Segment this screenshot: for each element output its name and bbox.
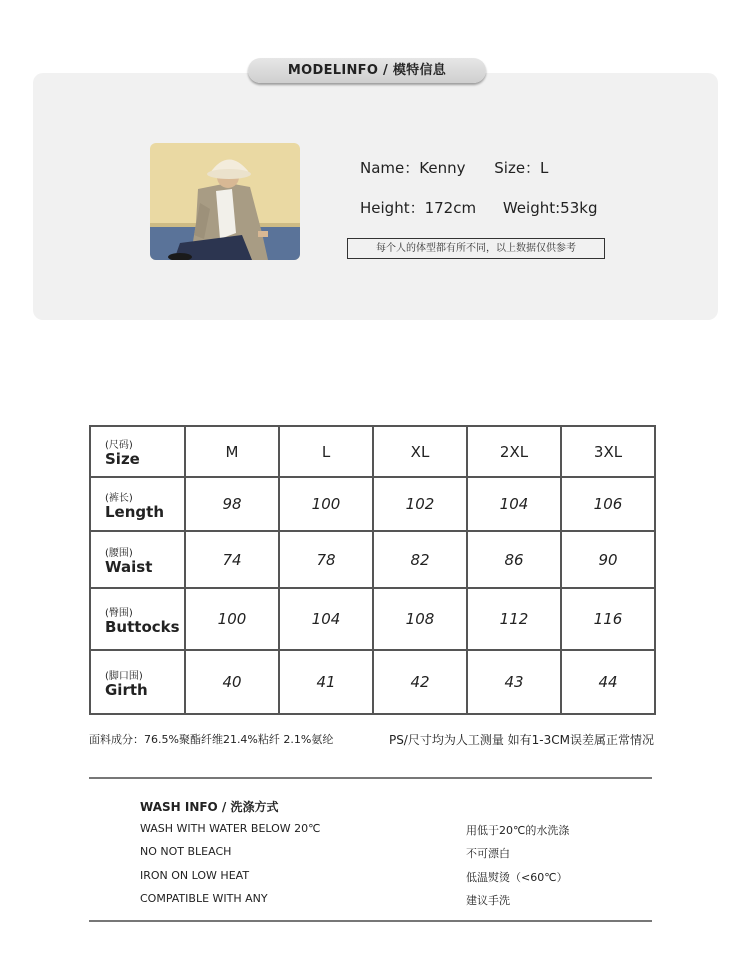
table-cell: 104 xyxy=(467,477,561,531)
wash-item-cn: 不可漂白 xyxy=(466,847,510,860)
table-row xyxy=(90,531,655,588)
table-cell: 98 xyxy=(185,477,279,531)
table-row xyxy=(90,588,655,650)
row-label-cn: (腰围) xyxy=(105,548,133,559)
row-label-cn: (脚口围) xyxy=(105,670,143,682)
wash-info-title: WASH INFO / 洗涤方式 xyxy=(140,800,279,814)
table-cell: 41 xyxy=(279,650,373,714)
wash-item-en: COMPATIBLE WITH ANY xyxy=(140,892,268,905)
row-label-en: Size xyxy=(105,450,140,468)
row-label-cn: (裤长) xyxy=(105,492,133,504)
wash-item-cn: 用低于20℃的水洗涤 xyxy=(466,824,570,837)
table-cell: 86 xyxy=(467,531,561,588)
divider xyxy=(89,777,652,779)
row-label-en: Length xyxy=(105,502,164,521)
row-label-buttocks xyxy=(90,588,185,650)
wash-item-en: IRON ON LOW HEAT xyxy=(140,869,250,882)
model-note: 每个人的体型都有所不同，以上数据仅供参考 xyxy=(347,238,605,259)
divider xyxy=(89,920,652,922)
wash-item-en: NO NOT BLEACH xyxy=(140,845,232,858)
row-label-girth xyxy=(90,650,185,714)
table-cell: 78 xyxy=(279,531,373,588)
measurement-note: PS/尺寸均为人工测量 如有1-3CM误差属正常情况 xyxy=(388,733,654,747)
table-cell: 104 xyxy=(279,588,373,650)
table-row xyxy=(90,477,655,531)
size-header-row xyxy=(90,426,655,477)
wash-item-en: WASH WITH WATER BELOW 20℃ xyxy=(140,822,321,835)
table-cell: 102 xyxy=(373,477,467,531)
table-cell: 74 xyxy=(185,531,279,588)
row-label-en: Buttocks xyxy=(105,617,180,636)
size-header-cell: L xyxy=(279,426,373,477)
size-header-cell: XL xyxy=(373,426,467,477)
table-cell: 44 xyxy=(561,650,655,714)
model-info-tab: MODELINFO / 模特信息 xyxy=(248,58,486,83)
row-label-en: Waist xyxy=(105,558,153,576)
row-label-en: Girth xyxy=(105,680,148,699)
table-row xyxy=(90,650,655,714)
table-cell: 106 xyxy=(561,477,655,531)
model-height: Height：172cm xyxy=(360,199,477,217)
row-label-cn: (臀围) xyxy=(105,607,133,619)
model-info-line-1 xyxy=(360,157,548,178)
model-name: Name：Kenny xyxy=(360,159,466,177)
table-cell: 100 xyxy=(279,477,373,531)
row-label-size xyxy=(90,426,185,477)
size-header-cell: M xyxy=(185,426,279,477)
table-cell: 112 xyxy=(467,588,561,650)
fabric-composition: 面料成分：76.5%聚酯纤维21.4%粘纤 2.1%氨纶 xyxy=(89,733,334,746)
wash-item-cn: 建议手洗 xyxy=(466,894,510,907)
table-cell: 100 xyxy=(185,588,279,650)
table-cell: 40 xyxy=(185,650,279,714)
table-cell: 43 xyxy=(467,650,561,714)
wash-item-cn: 低温熨烫（<60℃） xyxy=(466,871,568,884)
row-label-cn: (尺码) xyxy=(105,440,133,451)
table-cell: 108 xyxy=(373,588,467,650)
model-photo xyxy=(150,143,300,260)
table-cell: 116 xyxy=(561,588,655,650)
table-cell: 42 xyxy=(373,650,467,714)
size-header-cell: 3XL xyxy=(561,426,655,477)
size-table xyxy=(89,425,656,715)
model-size: Size：L xyxy=(494,159,549,177)
model-info-line-2 xyxy=(360,197,597,218)
table-cell: 90 xyxy=(561,531,655,588)
model-weight: Weight:53kg xyxy=(502,199,598,217)
size-header-cell: 2XL xyxy=(467,426,561,477)
table-cell: 82 xyxy=(373,531,467,588)
row-label-waist xyxy=(90,531,185,588)
row-label-length xyxy=(90,477,185,531)
